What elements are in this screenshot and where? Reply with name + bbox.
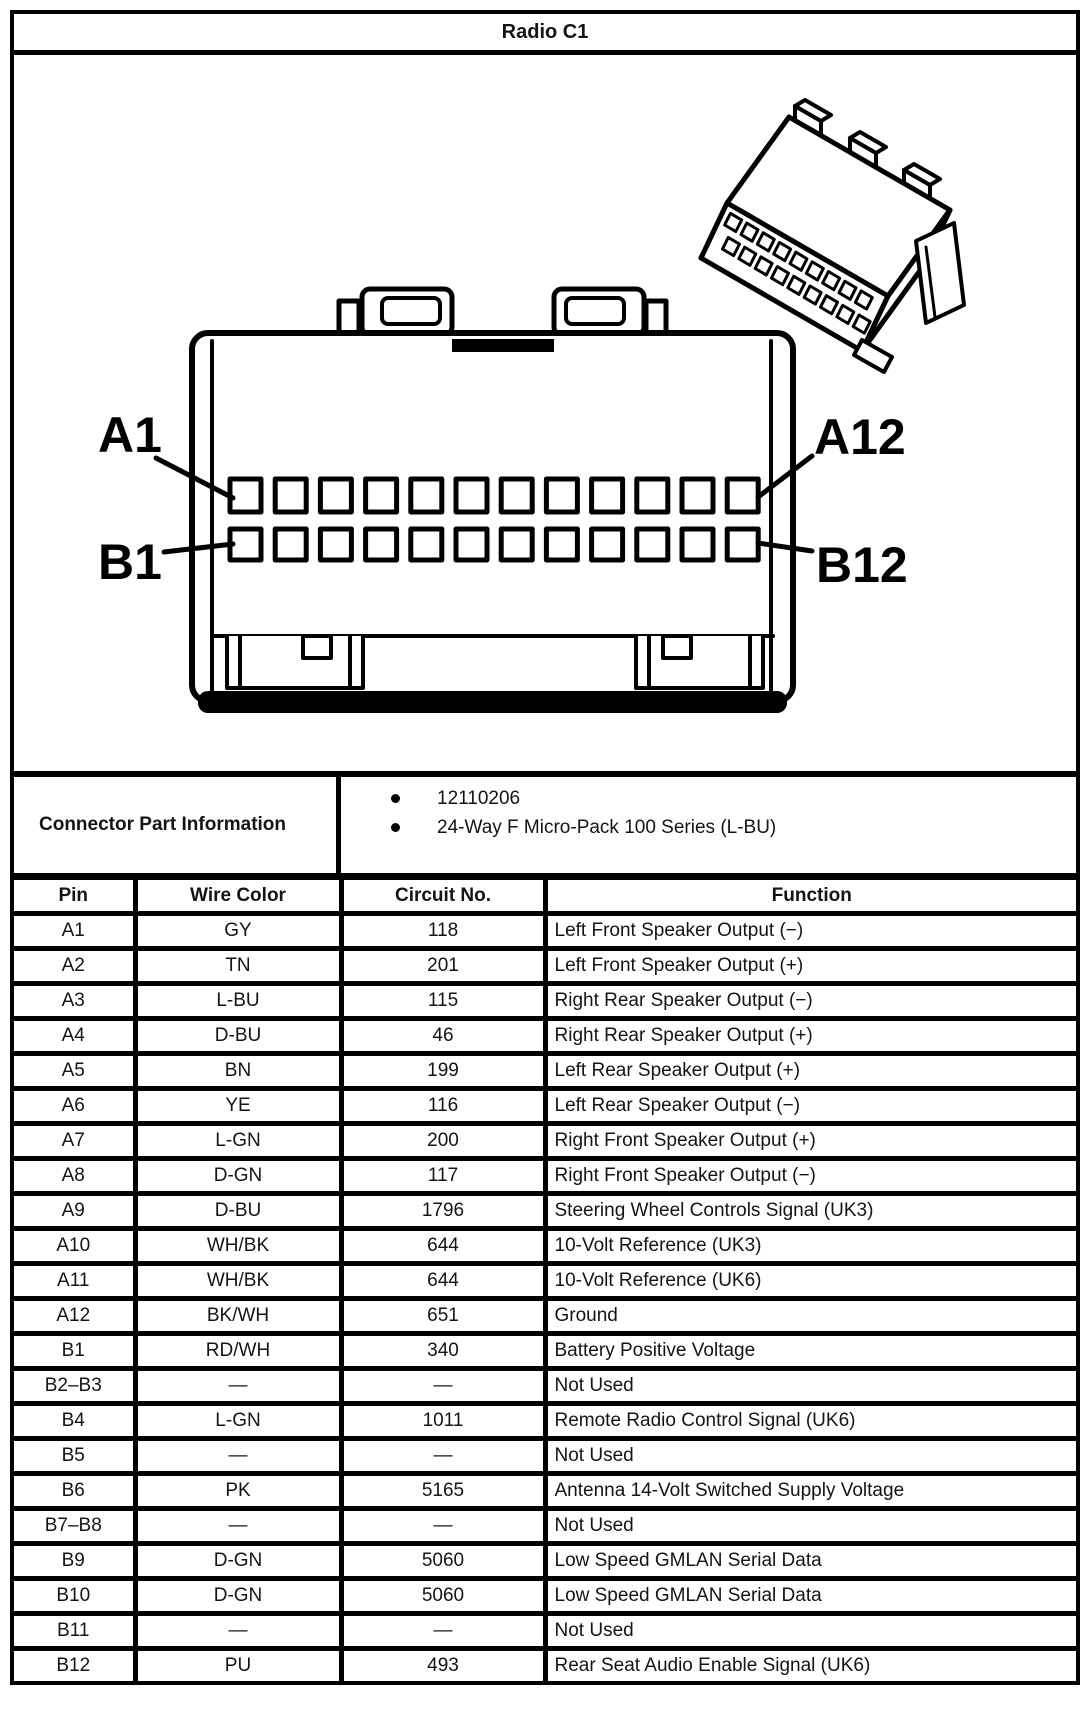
header-circuit-no: Circuit No.	[341, 880, 545, 914]
wire-color-cell: —	[135, 1509, 341, 1544]
circuit-cell: 201	[341, 949, 545, 984]
wire-color-cell: D-GN	[135, 1544, 341, 1579]
table-row	[14, 1369, 1076, 1404]
connector-diagram	[14, 55, 1076, 777]
connector-foot-left	[227, 636, 363, 688]
wire-color-cell: L-BU	[135, 984, 341, 1019]
circuit-cell: 644	[341, 1229, 545, 1264]
circuit-cell: 117	[341, 1159, 545, 1194]
connector-part-information-items	[341, 777, 1076, 873]
pin-hole	[230, 479, 261, 512]
pin-hole	[592, 529, 623, 560]
pin-hole	[546, 529, 577, 560]
circuit-cell: 199	[341, 1054, 545, 1089]
connector-part-information-row	[14, 777, 1076, 880]
function-cell: Right Rear Speaker Output (−)	[545, 984, 1076, 1019]
table-row	[14, 1124, 1076, 1159]
header-pin: Pin	[14, 880, 135, 914]
table-row	[14, 1474, 1076, 1509]
pin-cell: A3	[14, 984, 135, 1019]
table-row	[14, 1509, 1076, 1544]
front-view-base-bar	[198, 691, 787, 713]
pin-table	[14, 880, 1076, 1681]
table-row	[14, 1054, 1076, 1089]
pin-cell: B10	[14, 1579, 135, 1614]
circuit-cell: 1796	[341, 1194, 545, 1229]
pin-cell: A7	[14, 1124, 135, 1159]
pin-hole	[411, 479, 442, 512]
pin-label-b1: B1	[98, 534, 162, 590]
circuit-cell: 46	[341, 1019, 545, 1054]
part-info-item: 24-Way F Micro-Pack 100 Series (L-BU)	[341, 813, 1076, 842]
pin-hole	[275, 529, 306, 560]
pin-label-b12: B12	[816, 537, 908, 593]
pin-cell: B9	[14, 1544, 135, 1579]
pin-hole	[456, 479, 487, 512]
function-cell: Antenna 14-Volt Switched Supply Voltage	[545, 1474, 1076, 1509]
function-cell: Battery Positive Voltage	[545, 1334, 1076, 1369]
wire-color-cell: D-BU	[135, 1019, 341, 1054]
header-function: Function	[545, 880, 1076, 914]
part-info-item: 12110206	[341, 784, 1076, 813]
pin-hole	[727, 529, 758, 560]
table-row	[14, 1194, 1076, 1229]
pin-label-a12: A12	[814, 409, 906, 465]
table-row	[14, 1229, 1076, 1264]
header-wire-color: Wire Color	[135, 880, 341, 914]
pin-hole	[366, 529, 397, 560]
function-cell: Left Rear Speaker Output (−)	[545, 1089, 1076, 1124]
circuit-cell: —	[341, 1614, 545, 1649]
pin-cell: A5	[14, 1054, 135, 1089]
isometric-bottom-notch	[854, 340, 892, 372]
connector-sheet	[10, 10, 1080, 1685]
pin-cell: B5	[14, 1439, 135, 1474]
pin-hole	[320, 479, 351, 512]
pin-cell: A12	[14, 1299, 135, 1334]
pin-hole	[411, 529, 442, 560]
wire-color-cell: BN	[135, 1054, 341, 1089]
pin-cell: A1	[14, 914, 135, 949]
wire-color-cell: D-GN	[135, 1579, 341, 1614]
pin-table-body	[14, 914, 1076, 1682]
table-row	[14, 1544, 1076, 1579]
function-cell: Left Rear Speaker Output (+)	[545, 1054, 1076, 1089]
function-cell: Not Used	[545, 1614, 1076, 1649]
pin-cell: B6	[14, 1474, 135, 1509]
table-row	[14, 1299, 1076, 1334]
isometric-side-bracket	[916, 223, 964, 323]
function-cell: Right Front Speaker Output (+)	[545, 1124, 1076, 1159]
function-cell: Low Speed GMLAN Serial Data	[545, 1579, 1076, 1614]
pin-hole	[637, 529, 668, 560]
function-cell: Right Rear Speaker Output (+)	[545, 1019, 1076, 1054]
circuit-cell: 115	[341, 984, 545, 1019]
front-view-latches	[339, 289, 666, 335]
circuit-cell: 5060	[341, 1579, 545, 1614]
circuit-cell: 651	[341, 1299, 545, 1334]
table-row	[14, 914, 1076, 949]
wire-color-cell: —	[135, 1614, 341, 1649]
wire-color-cell: —	[135, 1369, 341, 1404]
pin-cell: B1	[14, 1334, 135, 1369]
circuit-cell: 116	[341, 1089, 545, 1124]
wire-color-cell: WH/BK	[135, 1264, 341, 1299]
pin-hole	[592, 479, 623, 512]
function-cell: Left Front Speaker Output (+)	[545, 949, 1076, 984]
pin-hole	[546, 479, 577, 512]
function-cell: Remote Radio Control Signal (UK6)	[545, 1404, 1076, 1439]
table-row	[14, 1614, 1076, 1649]
pin-hole	[637, 479, 668, 512]
wire-color-cell: D-GN	[135, 1159, 341, 1194]
wire-color-cell: TN	[135, 949, 341, 984]
circuit-cell: 118	[341, 914, 545, 949]
pin-hole	[320, 529, 351, 560]
pin-cell: A8	[14, 1159, 135, 1194]
circuit-cell: —	[341, 1439, 545, 1474]
pin-cell: A10	[14, 1229, 135, 1264]
wire-color-cell: BK/WH	[135, 1299, 341, 1334]
wire-color-cell: RD/WH	[135, 1334, 341, 1369]
circuit-cell: —	[341, 1509, 545, 1544]
function-cell: Low Speed GMLAN Serial Data	[545, 1544, 1076, 1579]
connector-drawing	[14, 55, 1076, 771]
page-title: Radio C1	[501, 21, 589, 43]
table-row	[14, 984, 1076, 1019]
part-info-list	[341, 784, 1076, 842]
function-cell: Not Used	[545, 1369, 1076, 1404]
pin-hole	[275, 479, 306, 512]
function-cell: Left Front Speaker Output (−)	[545, 914, 1076, 949]
pin-cell: A2	[14, 949, 135, 984]
connector-part-information-label: Connector Part Information	[14, 777, 341, 873]
pin-cell: B4	[14, 1404, 135, 1439]
function-cell: 10-Volt Reference (UK6)	[545, 1264, 1076, 1299]
table-row	[14, 1089, 1076, 1124]
function-cell: Right Front Speaker Output (−)	[545, 1159, 1076, 1194]
circuit-cell: —	[341, 1369, 545, 1404]
function-cell: Not Used	[545, 1439, 1076, 1474]
pin-cell: B7–B8	[14, 1509, 135, 1544]
table-row	[14, 1579, 1076, 1614]
pin-hole	[682, 529, 713, 560]
table-row	[14, 1404, 1076, 1439]
function-cell: Steering Wheel Controls Signal (UK3)	[545, 1194, 1076, 1229]
function-cell: 10-Volt Reference (UK3)	[545, 1229, 1076, 1264]
wire-color-cell: —	[135, 1439, 341, 1474]
pin-cell: A11	[14, 1264, 135, 1299]
connector-front-view	[192, 289, 793, 713]
wire-color-cell: L-GN	[135, 1124, 341, 1159]
wire-color-cell: PK	[135, 1474, 341, 1509]
table-row	[14, 1334, 1076, 1369]
wire-color-cell: L-GN	[135, 1404, 341, 1439]
table-row	[14, 1019, 1076, 1054]
pin-hole	[682, 479, 713, 512]
circuit-cell: 644	[341, 1264, 545, 1299]
pin-table-header-row	[14, 880, 1076, 914]
wire-color-cell: YE	[135, 1089, 341, 1124]
function-cell: Rear Seat Audio Enable Signal (UK6)	[545, 1649, 1076, 1682]
wire-color-cell: GY	[135, 914, 341, 949]
wire-color-cell: WH/BK	[135, 1229, 341, 1264]
pin-hole	[727, 479, 758, 512]
pin-hole	[366, 479, 397, 512]
circuit-cell: 200	[341, 1124, 545, 1159]
pin-label-a1: A1	[98, 407, 162, 463]
pin-hole	[456, 529, 487, 560]
pin-cell: A9	[14, 1194, 135, 1229]
pin-hole	[501, 529, 532, 560]
title-bar	[14, 14, 1076, 55]
wire-color-cell: PU	[135, 1649, 341, 1682]
table-row	[14, 1439, 1076, 1474]
function-cell: Not Used	[545, 1509, 1076, 1544]
table-row	[14, 1264, 1076, 1299]
circuit-cell: 1011	[341, 1404, 545, 1439]
table-row	[14, 949, 1076, 984]
function-cell: Ground	[545, 1299, 1076, 1334]
pin-cell: B12	[56, 1655, 91, 1676]
front-view-top-band	[452, 339, 554, 352]
pin-cell: A6	[14, 1089, 135, 1124]
wire-color-cell: D-BU	[135, 1194, 341, 1229]
connector-foot-right	[636, 636, 763, 688]
table-row	[14, 1159, 1076, 1194]
circuit-cell: 493	[341, 1649, 545, 1682]
circuit-cell: 340	[341, 1334, 545, 1369]
circuit-cell: 5165	[341, 1474, 545, 1509]
pin-hole	[501, 479, 532, 512]
table-row	[14, 1649, 1076, 1682]
pin-cell: A4	[14, 1019, 135, 1054]
circuit-cell: 5060	[341, 1544, 545, 1579]
pin-cell: B2–B3	[14, 1369, 135, 1404]
pin-cell: B11	[14, 1614, 135, 1649]
